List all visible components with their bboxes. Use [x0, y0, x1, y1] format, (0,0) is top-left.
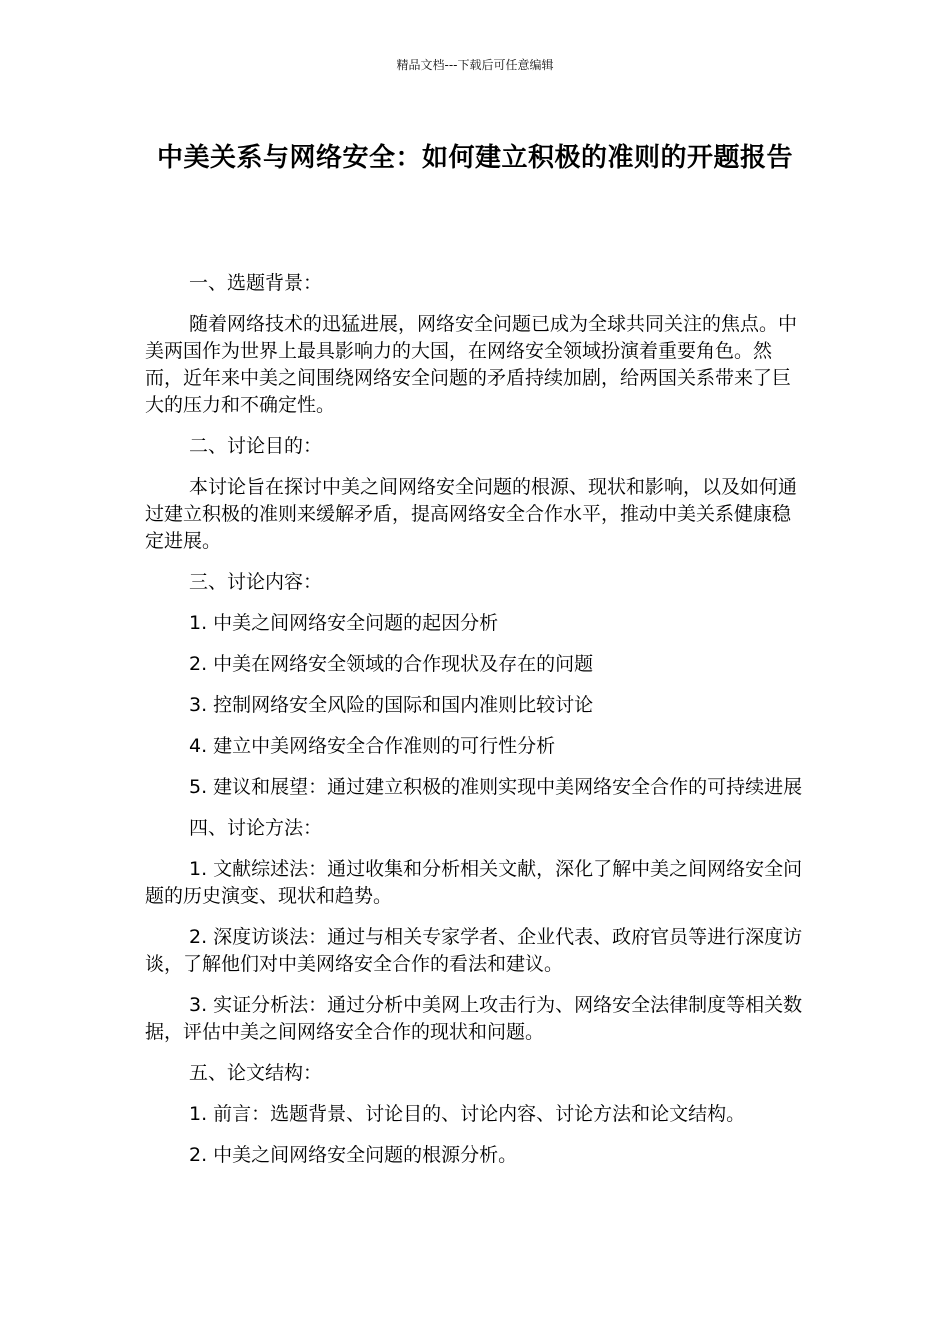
list-item: 3. 控制网络安全风险的国际和国内准则比较讨论 [189, 694, 594, 716]
section-heading-structure: 五、论文结构： [189, 1062, 323, 1084]
document-title: 中美关系与网络安全：如何建立积极的准则的开题报告 [156, 143, 793, 173]
paragraph-background: 随着网络技术的迅猛进展，网络安全问题已成为全球共同关注的焦点。中美两国作为世界上最具影响力的大国，在网络安全领域扮演着重要角色。然而，近年来中美之间围绕网络安全问题的矛盾持续加剧，给两国关系带来了巨大的压力和不确定性。 [145, 313, 798, 416]
list-item: 1. 中美之间网络安全问题的起因分析 [189, 612, 499, 634]
list-item: 1. 文献综述法：通过收集和分析相关文献，深化了解中美之间网络安全问题的历史演变、现状和趋势。 [145, 858, 803, 907]
list-item: 1. 前言：选题背景、讨论目的、讨论内容、讨论方法和论文结构。 [189, 1103, 746, 1125]
header-note: 精品文档---下载后可任意编辑 [396, 58, 554, 72]
list-item: 5. 建议和展望：通过建立积极的准则实现中美网络安全合作的可持续进展 [189, 776, 803, 798]
paragraph-purpose: 本讨论旨在探讨中美之间网络安全问题的根源、现状和影响，以及如何通过建立积极的准则来缓解矛盾，提高网络安全合作水平，推动中美关系健康稳定进展。 [145, 476, 798, 552]
list-item: 2. 中美在网络安全领域的合作现状及存在的问题 [189, 653, 594, 675]
section-heading-background: 一、选题背景： [189, 272, 323, 294]
list-item: 2. 中美之间网络安全问题的根源分析。 [189, 1144, 518, 1166]
list-item: 4. 建立中美网络安全合作准则的可行性分析 [189, 735, 556, 757]
section-heading-methods: 四、讨论方法： [189, 817, 323, 839]
document-body [145, 270, 805, 1183]
section-heading-purpose: 二、讨论目的： [189, 435, 323, 457]
section-heading-content: 三、讨论内容： [189, 571, 323, 593]
list-item: 3. 实证分析法：通过分析中美网上攻击行为、网络安全法律制度等相关数据，评估中美之间网络安全合作的现状和问题。 [145, 994, 803, 1043]
list-item: 2. 深度访谈法：通过与相关专家学者、企业代表、政府官员等进行深度访谈，了解他们对中美网络安全合作的看法和建议。 [145, 926, 803, 975]
